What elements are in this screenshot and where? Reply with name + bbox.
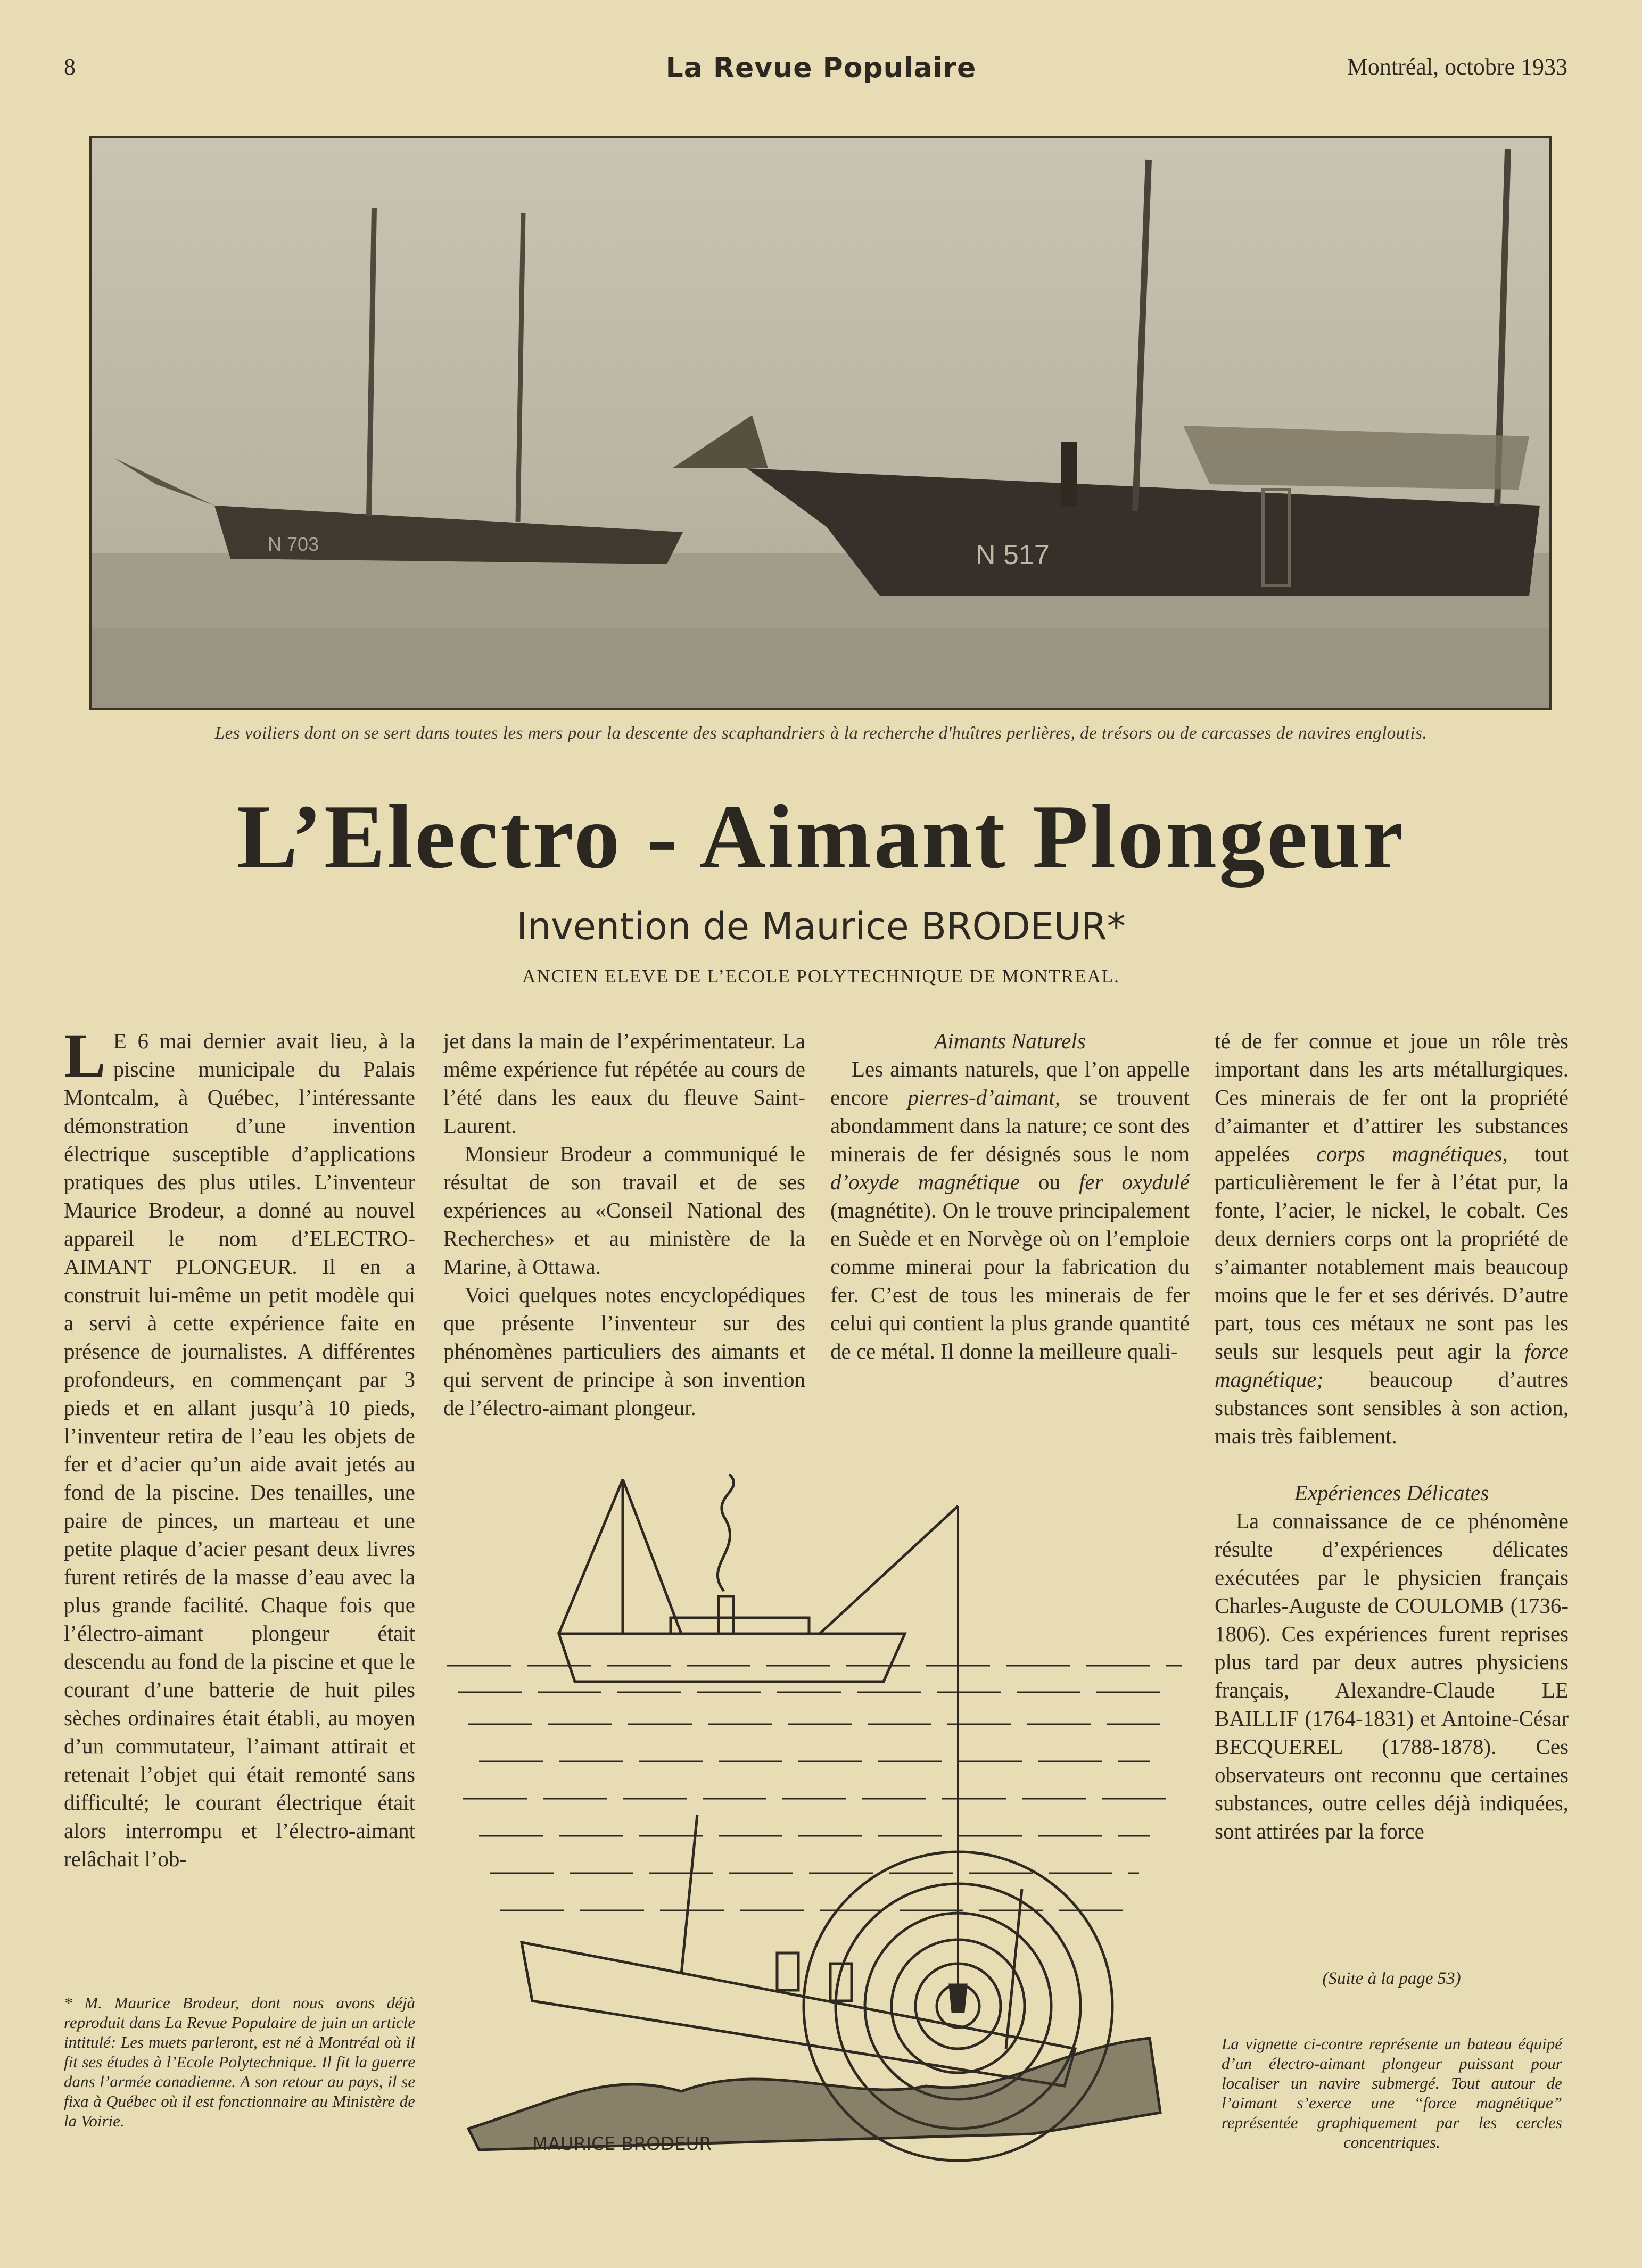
col4-paragraph-1: té de fer connue et joue un rôle très important dans les arts métallurgiques. Ces minerais de fer ont la propriété d’aimanter et d’attirer les substances appelées corps magnétiques, tout particulièrement le fer à l’état pur, la fonte, l’acier, le nickel, le cobalt. Ces deux derniers corps ont la propriété de s’aimanter notablement mais beaucoup moins que le fer et ses dérivés. D’autre part, tous ces métaux ne sont pas les seuls sur lesquels peut agir la force magnétique; beaucoup d’autres substances sont sensibles à son action, mais très faiblement. [1215,1029,1569,1448]
article-subtitle: Invention de Maurice BRODEUR* [516,905,1126,948]
electromagnet-illustration [447,1474,1182,2166]
col2-paragraph-2: Monsieur Brodeur a communiqué le résultat de son travail et de ses expériences au «Conseil National des Recherches» et au ministère de la Marine, à Ottawa. [443,1141,805,1279]
continued-note: (Suite à la page 53) [1322,1969,1461,1988]
dropcap: L [64,1021,106,1090]
sailboats-photo [89,136,1552,710]
column-3 [830,1027,1190,1365]
dateline: Montréal, octobre 1933 [1347,54,1567,80]
article-title: L’Electro - Aimant Plongeur [236,787,1406,888]
col2-paragraph-3: Voici quelques notes encyclopédiques que présente l’inventeur sur des phénomènes particuliers des aimants et qui servent de principe à son invention de l’électro-aimant plongeur. [443,1282,805,1420]
col3-paragraph: Les aimants naturels, que l’on appelle encore pierres-d’aimant, se trouvent abondamment dans la nature; ce sont des minerais de fer désignés sous le nom d’oxyde magnétique ou fer oxydulé (magnétite). On le trouve principalement en Suède et en Norvège où on l’emploie comme minerai pour la fabrication du fer. C’est de tous les minerais de fer celui qui contient la plus grande quantité de ce métal. Il donne la meilleure quali- [830,1057,1190,1363]
footnote: * M. Maurice Brodeur, dont nous avons déjà reproduit dans La Revue Populaire de juin un article intitulé: Les muets parleront, est né à Montréal où il fit ses études à l’Ecole Polytechnique. Il fit la guerre dans l’armée canadienne. A son retour au pays, il se fixa à Québec où il est fonctionnaire au Ministère de la Voirie. [64,1993,415,2130]
col1-paragraph [64,1021,415,1873]
boat-left-marking: N 703 [268,533,319,555]
section-heading-experiences-delicates: Expériences Délicates [1294,1480,1489,1505]
journal-title: La Revue Populaire [665,52,977,84]
column-1 [64,1021,415,1873]
author-credentials: ANCIEN ELEVE DE L’ECOLE POLYTECHNIQUE DE MONTREAL. [522,966,1120,987]
ship-and-magnet-drawing [447,1474,1182,2166]
sailboats-photo-image [92,138,1549,708]
photo-caption: Les voiliers dont on se sert dans toutes les mers pour la descente des scaphandriers à la recherche d'huîtres perlières, de trésors ou de carcasses de navires engloutis. [214,724,1428,743]
illustration-caption: La vignette ci-contre représente un bateau équipé d’un électro-aimant plongeur puissant pour localiser un navire submergé. Tout autour de l’aimant s’exerce une “force magnétique” représentée graphiquement par les cercles concentriques. [1222,2034,1562,2151]
col4-paragraph-2: La connaissance de ce phénomène résulte d’expériences délicates exécutées par le physicien français Charles-Auguste de COULOMB (1736-1806). Ces expériences furent reprises plus tard par deux autres physiciens français, Alexandre-Claude LE BAILLIF (1764-1831) et Antoine-César BECQUEREL (1788-1878). Ces observateurs ont reconnu que certaines substances, outre celles déjà indiquées, sont attirées par la force [1215,1509,1569,1843]
column-2 [443,1027,805,1422]
illustration-signature: MAURICE BRODEUR [532,2133,712,2155]
col1-text: E 6 mai dernier avait lieu, à la piscine municipale du Palais Montcalm, à Québec, l’intéressante démonstration d’une invention électrique susceptible d’applications pratiques des plus utiles. L’inventeur Maurice Brodeur, a donné au nouvel appareil le nom d’ELECTRO-AIMANT PLONGEUR. Il en a construit lui-même un petit modèle qui a servi à cette expérience faite en présence de journalistes. A différentes profondeurs, en commençant par 3 pieds et en allant jusqu’à 10 pieds, l’inventeur retira de l’eau les objets de fer et d’acier qu’un aide avait jetés au fond de la piscine. Des tenailles, une paire de pinces, un marteau et une petite plaque d’acier pesant deux livres furent retirés de la masse d’eau avec la plus grande facilité. Chaque fois que l’électro-aimant plongeur était descendu au fond de la piscine et que le courant d’une batterie de huit piles sèches ordinaires était établi, au moyen d’un commutateur, l’aimant attirait et retenait l’objet qui était remonté sans difficulté; le courant électrique était alors interrompu et l’électro-aimant relâchait l’ob- [64,1029,415,1871]
column-4 [1215,1027,1569,1845]
boat-right-marking: N 517 [976,540,1050,570]
col2-paragraph-1: jet dans la main de l’expérimentateur. La même expérience fut répétée au cours de l’été dans les eaux du fleuve Saint-Laurent. [443,1029,805,1138]
section-heading-aimants-naturels: Aimants Naturels [934,1029,1086,1053]
page-number: 8 [64,54,76,80]
